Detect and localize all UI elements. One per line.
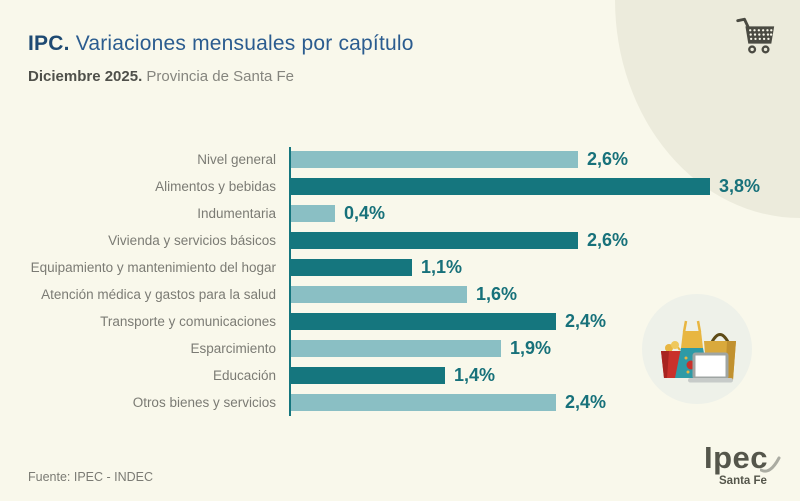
- ipec-logo-text: Ipec: [704, 442, 768, 474]
- ipec-logo: [704, 442, 768, 487]
- chart-row: [0, 254, 800, 281]
- source-note: Fuente: IPEC - INDEC: [28, 470, 154, 484]
- logo-swoosh-icon: [760, 452, 782, 476]
- category-label: Transporte y comunicaciones: [100, 314, 276, 329]
- category-label: Equipamiento y mantenimiento del hogar: [30, 260, 276, 275]
- bar: [291, 178, 710, 195]
- shopping-cart-icon: [732, 13, 778, 59]
- value-label: 1,6%: [476, 284, 518, 304]
- value-label: 2,6%: [587, 230, 629, 250]
- value-label: 1,9%: [510, 338, 552, 358]
- page-title: [28, 30, 414, 58]
- value-label: 1,1%: [421, 257, 463, 277]
- value-label: 2,6%: [587, 149, 629, 169]
- bar: [291, 313, 556, 330]
- title-prefix: IPC.: [28, 32, 70, 55]
- bar: [291, 259, 412, 276]
- bar: [291, 340, 501, 357]
- value-label: 1,4%: [454, 365, 496, 385]
- subtitle-region: Provincia de Santa Fe: [142, 68, 295, 85]
- category-label: Educación: [212, 368, 276, 383]
- category-label: Vivienda y servicios básicos: [108, 233, 276, 248]
- category-label: Indumentaria: [197, 206, 276, 221]
- bar: [291, 205, 335, 222]
- chart-row: [0, 146, 800, 173]
- chart-row: [0, 200, 800, 227]
- value-label: 2,4%: [565, 311, 607, 331]
- value-label: 3,8%: [719, 176, 761, 196]
- category-label: Alimentos y bebidas: [155, 179, 276, 194]
- bar: [291, 286, 467, 303]
- ipec-logo-subtext: Santa Fe: [719, 475, 767, 487]
- bar: [291, 151, 578, 168]
- shopping-items-illustration: [642, 294, 752, 404]
- page-subtitle: [28, 66, 414, 88]
- subtitle-period: Diciembre 2025.: [28, 68, 143, 85]
- category-label: Esparcimiento: [190, 341, 276, 356]
- value-label: 2,4%: [565, 392, 607, 412]
- category-label: Nivel general: [197, 152, 276, 167]
- bar: [291, 232, 578, 249]
- value-label: 0,4%: [344, 203, 386, 223]
- bar: [291, 394, 556, 411]
- bar: [291, 367, 445, 384]
- laptop-icon: [688, 354, 733, 383]
- chart-row: [0, 227, 800, 254]
- category-label: Otros bienes y servicios: [132, 395, 276, 410]
- category-label: Atención médica y gastos para la salud: [41, 287, 276, 302]
- header: [28, 30, 414, 88]
- chart-row: [0, 173, 800, 200]
- title-text: Variaciones mensuales por capítulo: [69, 32, 414, 55]
